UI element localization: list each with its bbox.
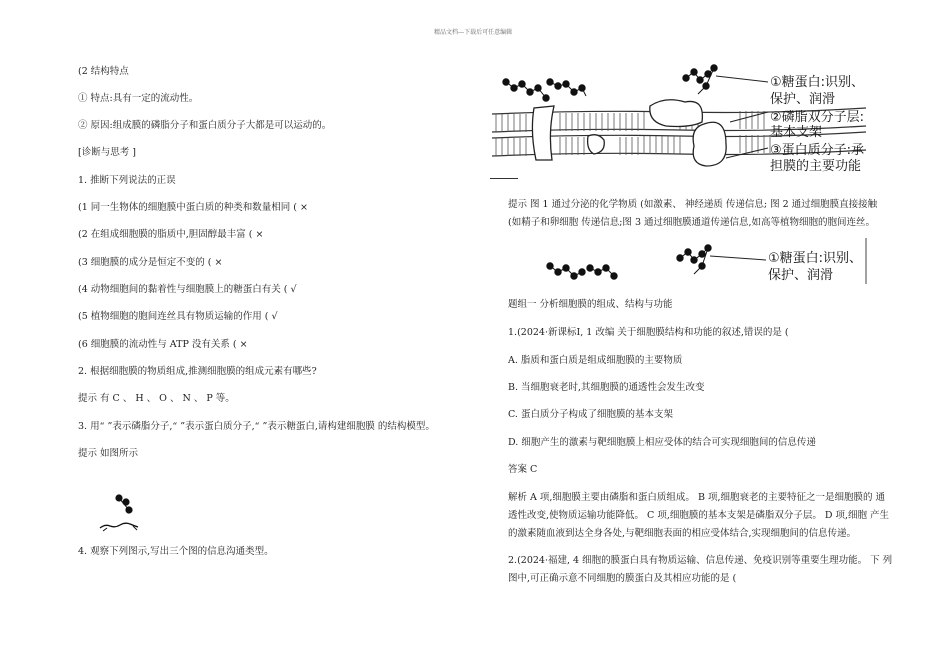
text-line: 1. 推断下列说法的正误 [78, 175, 176, 186]
group-title: 题组一 分析细胞膜的组成、结构与功能 [508, 299, 673, 310]
text-line: 提示 有 C 、 H 、 O 、 N 、 P 等。 [78, 393, 235, 404]
figure-rule [490, 178, 518, 179]
membrane-proteins [532, 100, 726, 166]
figure-label: ①糖蛋白:识别、 [768, 251, 863, 266]
figure-label: 担膜的主要功能 [770, 159, 862, 174]
fluid-mosaic-figure [490, 62, 870, 180]
option-c: C. 蛋白质分子构成了细胞膜的基本支架 [508, 409, 673, 420]
text-line: [诊断与思考 ] [78, 147, 136, 158]
text-line: 提示 如图所示 [78, 448, 139, 459]
option-d: D. 细胞产生的激素与靶细胞膜上相应受体的结合可实现细胞间的信息传递 [508, 437, 816, 448]
text-line: (1 同一生物体的细胞膜中蛋白质的种类和数量相同 ( × [78, 202, 308, 213]
membrane-model-sketch [95, 490, 145, 535]
glycoprotein-chains [503, 65, 717, 101]
option-b: B. 当细胞衰老时,其细胞膜的通透性会发生改变 [508, 382, 705, 393]
figure-label: ①糖蛋白:识别、 [770, 75, 865, 90]
figure-label: 基本支架 [770, 125, 823, 140]
text-line: (3 细胞膜的成分是恒定不变的 ( × [78, 257, 223, 268]
text-line: 3. 用“ ”表示磷脂分子,“ ”表示蛋白质分子,“ ”表示糖蛋白,请构建细胞膜 的结构模型。 [78, 421, 435, 432]
fluid-mosaic-figure-cropped [540, 238, 870, 284]
hint-paragraph: 提示 图 1 通过分泌的化学物质 (如激素、 神经递质 传递信息; 图 2 通过细胞膜直接接触 (如精子和卵细胞 传递信息;图 3 通过细胞膜通道传递信息,如高等植物细胞的胞间连丝。 [508, 199, 878, 228]
text-line: ② 原因:组成膜的磷脂分子和蛋白质分子大都是可以运动的。 [78, 120, 332, 131]
option-a: A. 脂质和蛋白质是组成细胞膜的主要物质 [508, 355, 683, 366]
question-4: 4. 观察下列图示,写出三个图的信息沟通类型。 [78, 546, 274, 557]
text-line: ① 特点:具有一定的流动性。 [78, 93, 199, 104]
text-line: (4 动物细胞间的黏着性与细胞膜上的糖蛋白有关 ( √ [78, 284, 297, 295]
figure-label: 保护、润滑 [768, 268, 834, 283]
figure-label: ③蛋白质分子:承 [770, 143, 865, 158]
text-line: (6 细胞膜的流动性与 ATP 没有关系 ( × [78, 339, 248, 350]
question-1: 1.(2024·新课标Ⅰ, 1 改编 关于细胞膜结构和功能的叙述,错误的是 ( [508, 327, 789, 338]
figure-label: ②磷脂双分子层: [770, 110, 865, 125]
answer: 答案 C [508, 464, 538, 475]
figure-label: 保护、润滑 [770, 92, 836, 107]
page-header: 精品文档---下载后可任意编辑 [434, 29, 513, 36]
analysis-paragraph: 解析 A 项,细胞膜主要由磷脂和蛋白质组成。 B 项,细胞衰老的主要特征之一是细胞膜的 通透性改变,使物质运输功能降低。 C 项,细胞膜的基本支架是磷脂双分子层。 D 项,细胞 产生的激素随血液到达全身各处,与靶细胞表面的相应受体结合,实现细胞间的信息传递。 [508, 492, 890, 539]
text-line: (5 植物细胞的胞间连丝具有物质运输的作用 ( √ [78, 311, 278, 322]
text-line: 2. 根据细胞膜的物质组成,推测细胞膜的组成元素有哪些? [78, 366, 317, 377]
text-line: (2 结构特点 [78, 66, 129, 77]
text-line: (2 在组成细胞膜的脂质中,胆固醇最丰富 ( × [78, 229, 264, 240]
question-2: 2.(2024·福建, 4 细胞的膜蛋白具有物质运输、信息传递、免疫识别等重要生理功能。 下 列图中,可正确示意不同细胞的膜蛋白及其相应功能的是 ( [508, 555, 893, 584]
